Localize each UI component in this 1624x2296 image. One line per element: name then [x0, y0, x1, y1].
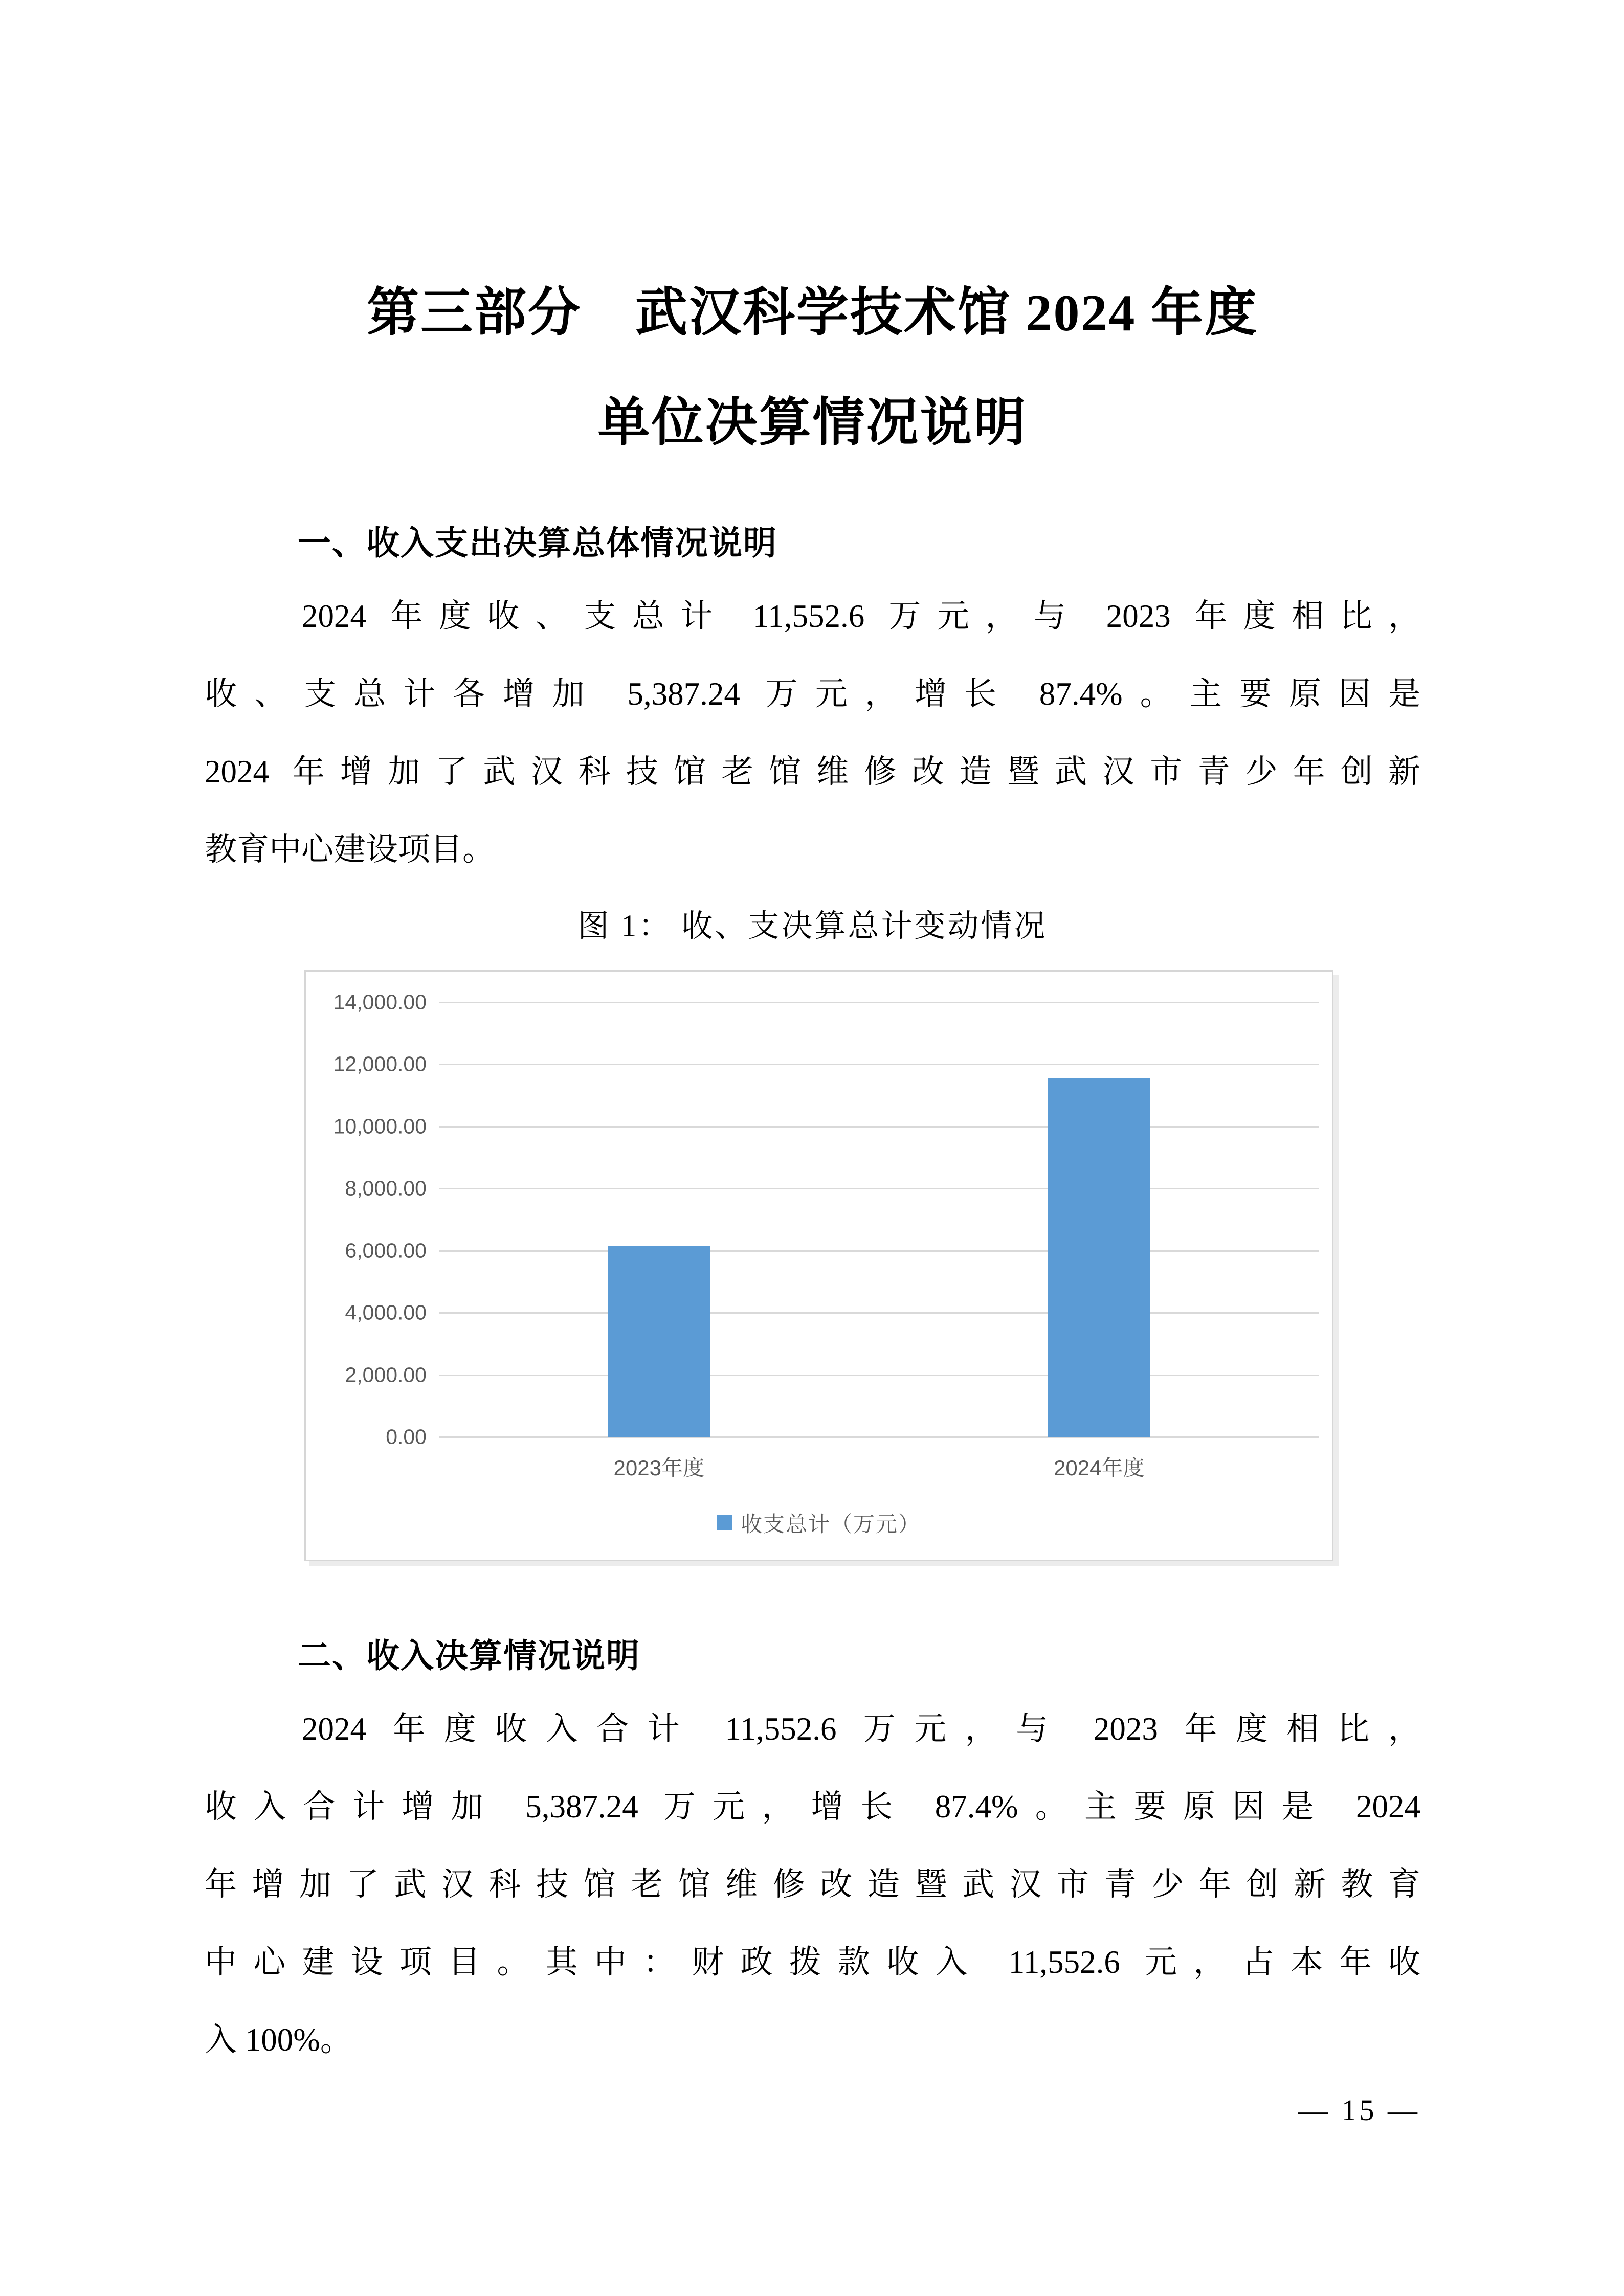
y-axis — [306, 990, 427, 1449]
plot-area — [439, 1002, 1319, 1437]
y-axis-tick-label: 2,000.00 — [345, 1363, 427, 1387]
y-axis-tick-label: 0.00 — [386, 1425, 427, 1449]
y-axis-tick-label: 10,000.00 — [333, 1114, 427, 1138]
chart-bar — [608, 1246, 710, 1437]
x-axis — [439, 1451, 1319, 1482]
gridline — [439, 1436, 1319, 1438]
paragraph-line: 中心建设项目。其中：财政拨款收入 11,552.6 元，占本年收 — [205, 1944, 1420, 1980]
section-2-heading: 二、收入决算情况说明 — [298, 1637, 641, 1674]
title-line-1: 第三部分 武汉科学技术馆 2024 年度 — [367, 284, 1258, 342]
bar-chart — [304, 970, 1333, 1561]
paragraph-line: 教育中心建设项目。 — [205, 831, 495, 867]
y-axis-tick-label: 14,000.00 — [333, 990, 427, 1014]
paragraph-line: 2024 年增加了武汉科技馆老馆维修改造暨武汉市青少年创新 — [205, 754, 1420, 790]
paragraph-line: 年增加了武汉科技馆老馆维修改造暨武汉市青少年创新教育 — [205, 1866, 1420, 1902]
legend-label: 收支总计（万元） — [740, 1512, 921, 1536]
gridline — [439, 1312, 1319, 1314]
figure-caption: 图 1： 收、支决算总计变动情况 — [577, 909, 1048, 943]
paragraph-line: 2024 年度收、支总计 11,552.6 万元，与 2023 年度相比， — [302, 598, 1420, 634]
paragraph-line: 收、支总计各增加 5,387.24 万元，增长 87.4%。主要原因是 — [205, 676, 1420, 712]
gridline — [439, 1002, 1319, 1003]
section-1-paragraph — [205, 577, 1420, 888]
title-line-2: 单位决算情况说明 — [597, 394, 1028, 452]
legend-swatch-icon — [717, 1515, 732, 1530]
y-axis-tick-label: 4,000.00 — [345, 1300, 427, 1324]
gridline — [439, 1250, 1319, 1252]
gridline — [439, 1126, 1319, 1128]
gridline — [439, 1188, 1319, 1189]
page-number: — 15 — — [1298, 2094, 1420, 2127]
x-axis-tick-label: 2023年度 — [613, 1456, 704, 1480]
y-axis-tick-label: 12,000.00 — [333, 1052, 427, 1076]
y-axis-tick-label: 6,000.00 — [345, 1239, 427, 1263]
chart-legend — [306, 1507, 1332, 1538]
document-title — [205, 258, 1420, 478]
paragraph-line: 收入合计增加 5,387.24 万元，增长 87.4%。主要原因是 2024 — [205, 1789, 1420, 1825]
gridline — [439, 1375, 1319, 1376]
gridline — [439, 1064, 1319, 1065]
section-1-heading: 一、收入支出决算总体情况说明 — [298, 524, 778, 561]
x-axis-tick-label: 2024年度 — [1054, 1456, 1145, 1480]
y-axis-tick-label: 8,000.00 — [345, 1176, 427, 1200]
paragraph-line: 2024 年度收入合计 11,552.6 万元，与 2023 年度相比， — [302, 1711, 1420, 1747]
chart-bar — [1048, 1078, 1150, 1437]
paragraph-line: 入 100%。 — [205, 2022, 352, 2058]
section-2-paragraph — [205, 1690, 1420, 2079]
